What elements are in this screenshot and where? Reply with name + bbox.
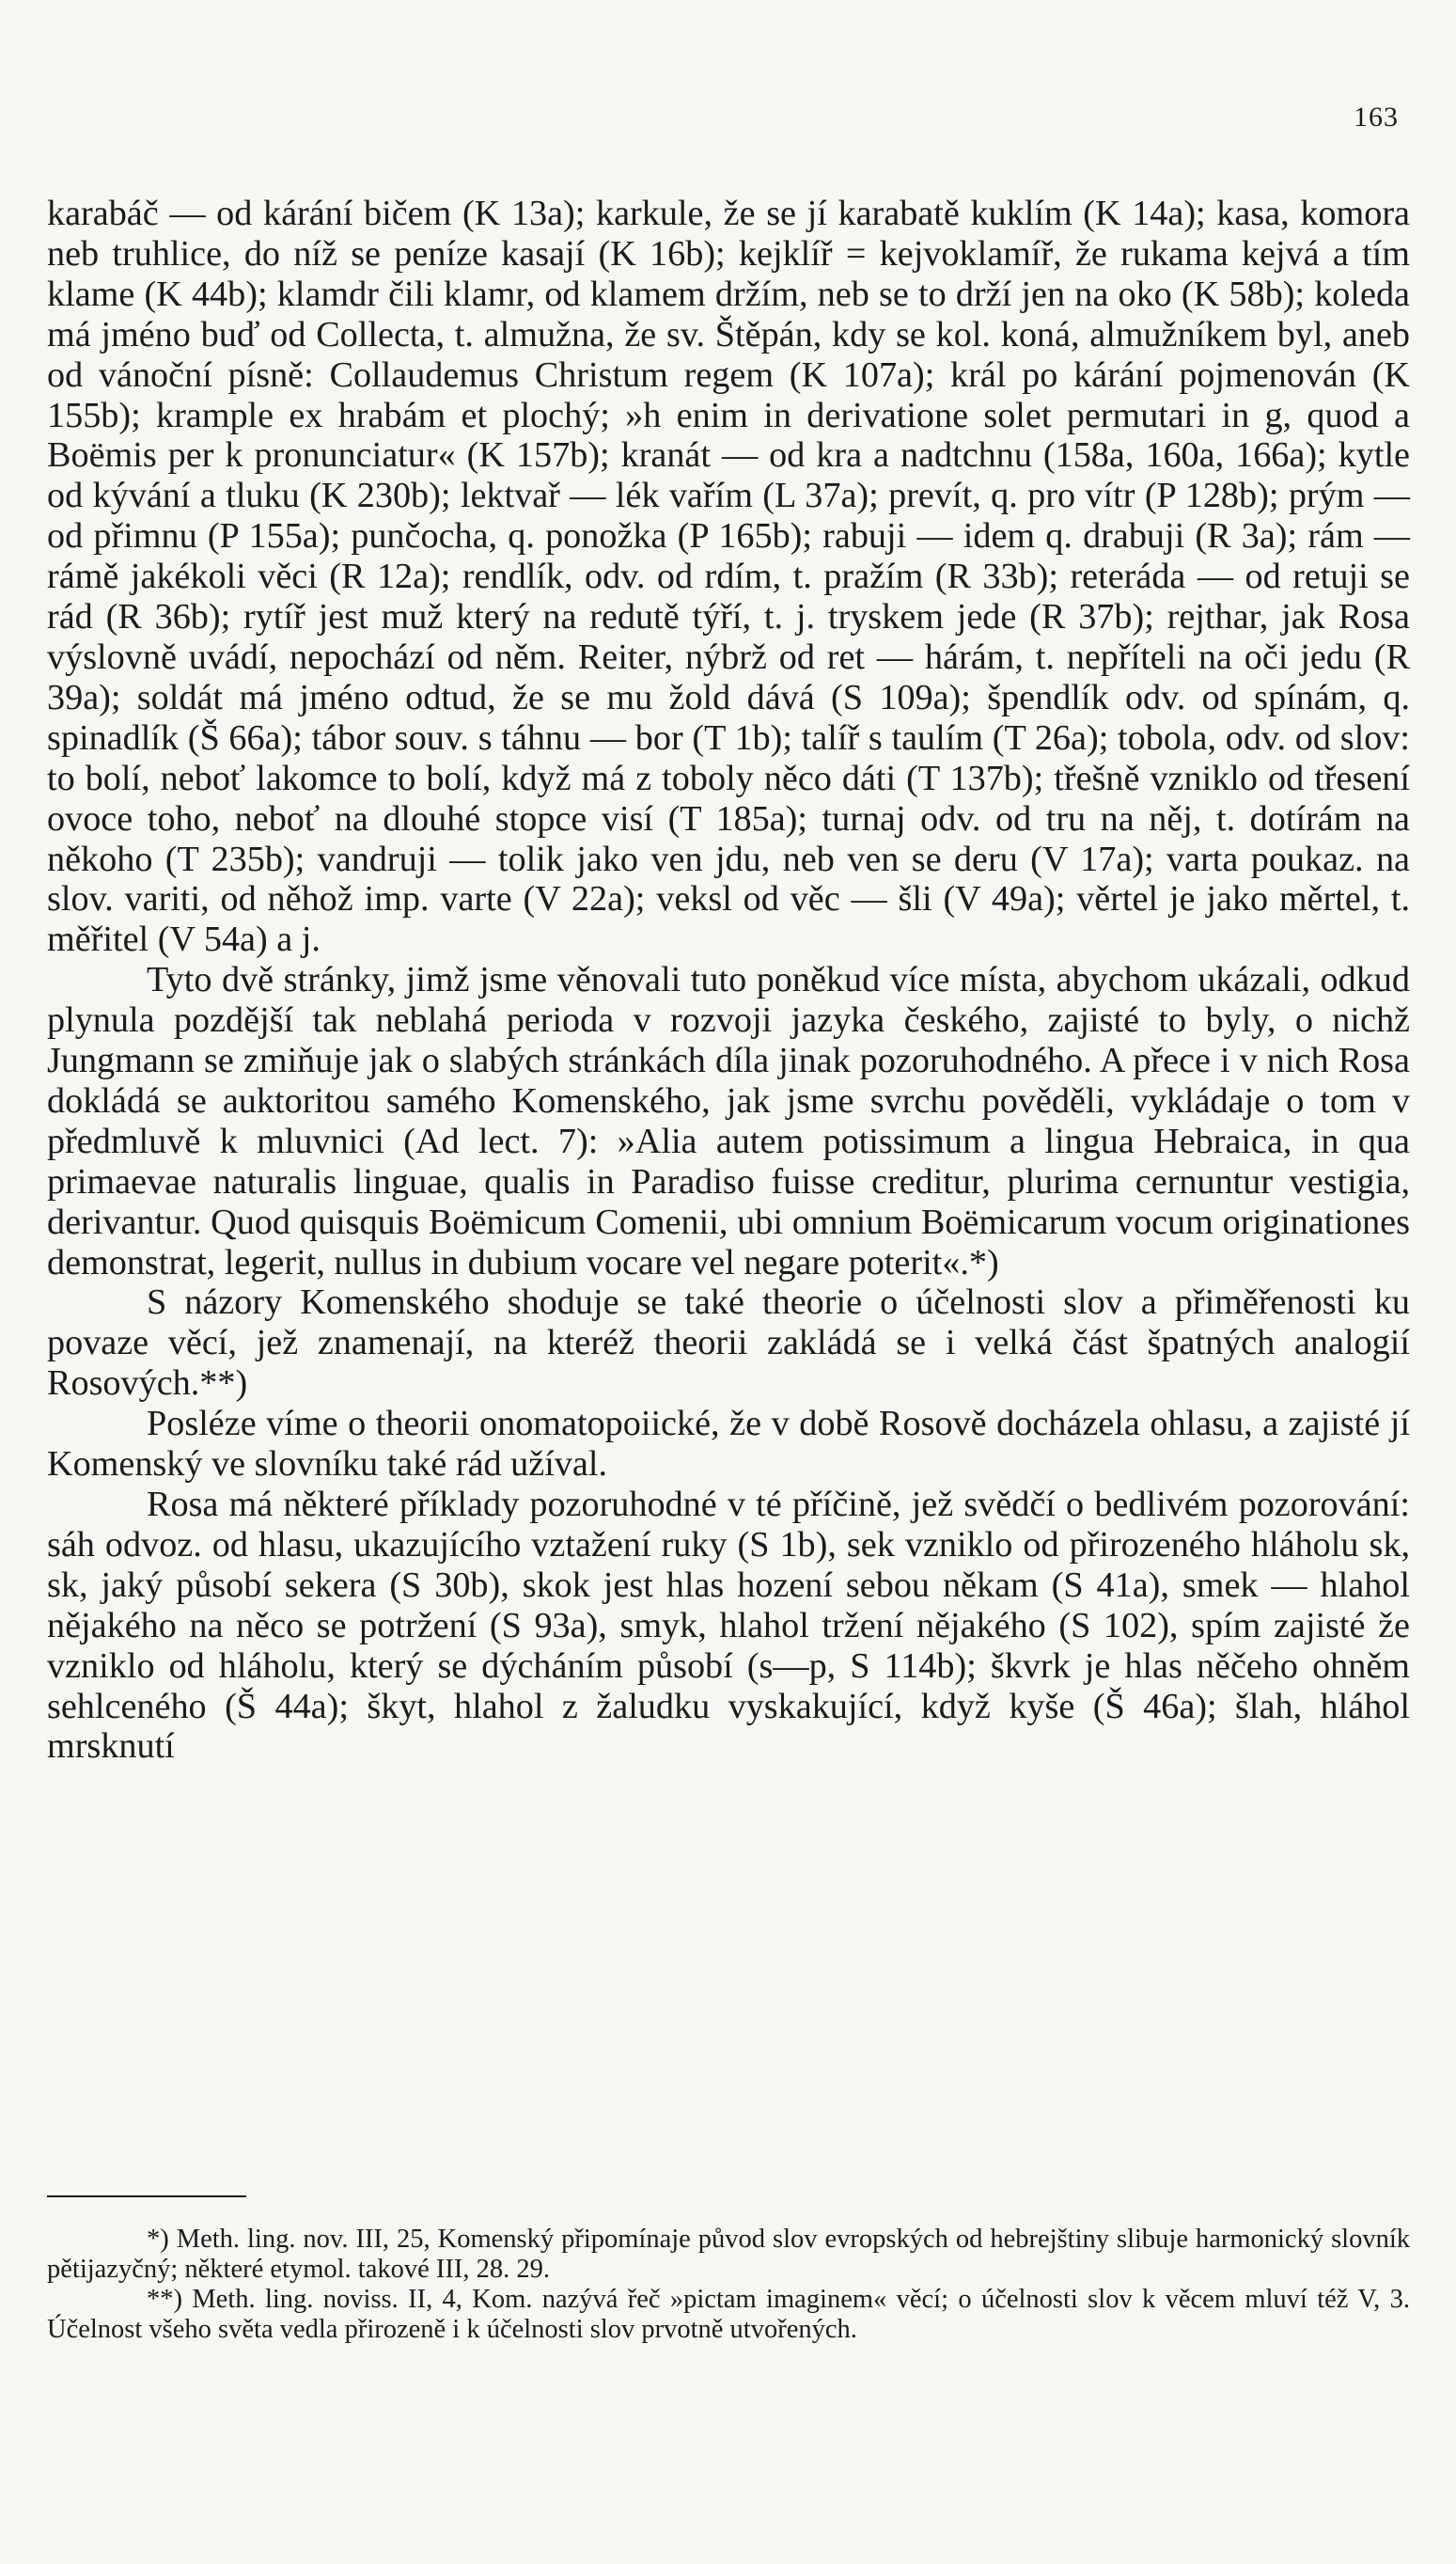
footnotes xyxy=(47,2225,1410,2345)
footnote-1: *) Meth. ling. nov. III, 25, Komenský připomínaje původ slov evropských od hebrejštiny slibuje harmonický slovník pětijazyčný; některé etymol. takové III, 28. 29. xyxy=(47,2225,1410,2284)
main-text xyxy=(47,194,1410,1767)
paragraph-onomatopoeia: Posléze víme o theorii onomatopoiické, že v době Rosově docházela ohlasu, a zajisté jí Komenský ve slovníku také rád užíval. xyxy=(47,1404,1410,1485)
paragraph-komensky-theory: S názory Komenského shoduje se také theorie o účelnosti slov a přiměřenosti ku povaze věcí, jež znamenají, na kteréž theorii zakládá se i velká část špatných analogií Rosových.**) xyxy=(47,1282,1410,1404)
paragraph-jungmann: Tyto dvě stránky, jimž jsme věnovali tuto poněkud více místa, abychom ukázali, odkud plynula pozdější tak neblahá perioda v rozvoji jazyka českého, zajisté to byly, o nichž Jungmann se zmiňuje jak o slabých stránkách díla jinak pozoruhodného. A přece i v nich Rosa dokládá se auktoritou samého Komenského, jak jsme svrchu pověděli, vykládaje o tom v předmluvě k mluvnici (Ad lect. 7): »Alia autem potissimum a lingua Hebraica, in qua primaevae naturalis linguae, qualis in Paradiso fuisse creditur, plurima cernuntur vestigia, derivantur. Quod quisquis Boëmicum Comenii, ubi omnium Boëmicarum vocum originationes demonstrat, legerit, nullus in dubium vocare vel negare poterit«.*) xyxy=(47,960,1410,1282)
page-number: 163 xyxy=(1354,102,1399,133)
paragraph-etymology-list: karabáč — od kárání bičem (K 13a); karkule, že se jí karabatě kuklím (K 14a); kasa, komora neb truhlice, do níž se peníze kasají (K 16b); kejklíř = kejvoklamíř, že rukama kejvá a tím klame (K 44b); klamdr čili klamr, od klamem držím, neb se to drží jen na oko (K 58b); koleda má jméno buď od Collecta, t. almužna, že sv. Štěpán, kdy se kol. koná, almužníkem byl, aneb od vánoční písně: Collaudemus Christum regem (K 107a); král po kárání pojmenován (K 155b); krample ex hrabám et plochý; »h enim in derivatione solet permutari in g, quod a Boëmis per k pronunciatur« (K 157b); kranát — od kra a nadtchnu (158a, 160a, 166a); kytle od kývání a tluku (K 230b); lektvař — lék vařím (L 37a); prevít, q. pro vítr (P 128b); prým — od přimnu (P 155a); punčocha, q. ponožka (P 165b); rabuji — idem q. drabuji (R 3a); rám — rámě jakékoli věci (R 12a); rendlík, odv. od rdím, t. pražím (R 33b); reteráda — od retuji se rád (R 36b); rytíř jest muž který na redutě týří, t. j. tryskem jede (R 37b); rejthar, jak Rosa výslovně uvádí, nepochází od něm. Reiter, nýbrž od ret — hárám, t. nepříteli na oči jedu (R 39a); soldát má jméno odtud, že se mu žold dává (S 109a); špendlík odv. od spínám, q. spinadlík (Š 66a); tábor souv. s táhnu — bor (T 1b); talíř s taulím (T 26a); tobola, odv. od slov: to bolí, neboť lakomce to bolí, když má z toboly něco dáti (T 137b); třešně vzniklo od třesení ovoce toho, neboť na dlouhé stopce visí (T 185a); turnaj odv. od tru na něj, t. dotírám na někoho (T 235b); vandruji — tolik jako ven jdu, neb ven se deru (V 17a); varta poukaz. na slov. variti, od něhož imp. varte (V 22a); veksl od věc — šli (V 49a); věrtel je jako měrtel, t. měřitel (V 54a) a j. xyxy=(47,194,1410,960)
footnote-divider xyxy=(47,2195,246,2197)
paragraph-rosa-examples: Rosa má některé příklady pozoruhodné v té příčině, jež svědčí o bedlivém pozorování: sáh odvoz. od hlasu, ukazujícího vztažení ruky (S 1b), sek vzniklo od přirozeného hláholu sk, sk, jaký působí sekera (S 30b), skok jest hlas hození sebou někam (S 41a), smek — hlahol nějakého na něco se potržení (S 93a), smyk, hlahol tržení nějakého (S 102), spím zajisté že vzniklo od hláholu, který se dýcháním působí (s—p, S 114b); škvrk je hlas něčeho ohněm sehlceného (Š 44a); škyt, hlahol z žaludku vyskakující, když kyše (Š 46a); šlah, hláhol mrsknutí xyxy=(47,1485,1410,1767)
footnote-2: **) Meth. ling. noviss. II, 4, Kom. nazývá řeč »pictam imaginem« věcí; o účelnosti slov k věcem mluví též V, 3. Účelnost všeho světa vedla přirozeně i k účelnosti slov prvotně utvořených. xyxy=(47,2285,1410,2344)
